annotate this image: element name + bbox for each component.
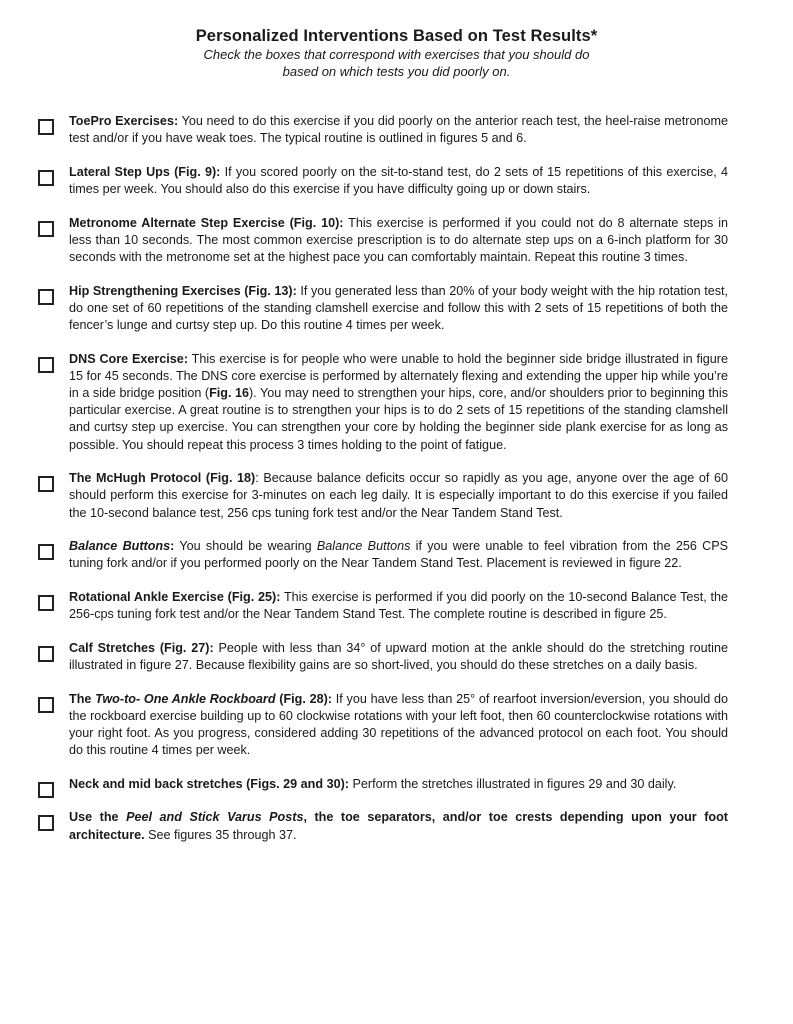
checkbox-hip-strengthening[interactable] — [38, 289, 54, 305]
intervention-balance-buttons — [38, 538, 728, 572]
page-title: Personalized Interventions Based on Test Results* — [195, 27, 598, 45]
checkbox-neck-mid-back-stretches[interactable] — [38, 782, 54, 798]
checkbox-ankle-rockboard[interactable] — [38, 697, 54, 713]
intervention-toepro — [38, 113, 728, 147]
checkbox-balance-buttons[interactable] — [38, 544, 54, 560]
page-header — [0, 26, 793, 80]
item-heading: ToePro Exercises: — [69, 114, 179, 128]
item-text: This exercise is for people who were unable to hold the beginner side bridge illustrated in figure 15 for 45 seconds. The DNS core exercise is performed by alternately flexing and extending the upper hip while you’re in a side bridge position ( — [69, 351, 729, 400]
item-heading: The McHugh Protocol (Fig. 18) — [69, 471, 256, 486]
item-text: This exercise is performed if you did poorly on the 10-second Balance Test, the 256-cps tuning fork test and/or the Near Tandem Stand Test. The complete routine is described in figure 25. — [69, 590, 729, 622]
item-heading: Neck and mid back stretches (Figs. 29 and 30): — [69, 776, 349, 791]
intervention-dns-core — [38, 351, 728, 454]
intervention-calf-stretches — [38, 640, 728, 674]
intervention-lateral-step-ups — [38, 164, 728, 198]
item-heading-italic: Peel and Stick Varus Posts — [126, 810, 304, 825]
item-text: : Because balance deficits occur so rapidly as you age, anyone over the age of 60 should perform this exercise for 3-minutes on each leg daily. It is especially important to do this exercise if you failed the 10-second balance test, 256 cps tuning fork test and/or the Near Tandem Stand Test. — [69, 471, 728, 520]
item-heading: Balance Buttons — [69, 539, 171, 554]
item-text: If you scored poorly on the sit-to-stand test, do 2 sets of 15 repetitions of this exercise, 4 times per week. You should also do this exercise if you have difficulty going up or down stairs. — [69, 164, 728, 196]
checkbox-dns-core[interactable] — [38, 357, 54, 373]
item-heading: Hip Strengthening Exercises (Fig. 13): — [69, 283, 297, 298]
intervention-metronome-alternate-step — [38, 215, 728, 267]
checkbox-lateral-step-ups[interactable] — [38, 170, 54, 186]
intervention-hip-strengthening — [38, 283, 728, 335]
item-text: This exercise is performed if you could not do 8 alternate steps in less than 10 seconds. The most common exercise prescription is to do alternate step ups on a 6-inch platform for 30 seconds with the metronome set at the highest pace you can comfortably maintain. Repeat this routine 3 times. — [69, 215, 729, 264]
intervention-neck-mid-back-stretches — [38, 776, 728, 793]
item-text: ). You may need to strengthen your hips, core, and/or shoulders prior to beginning this particular exercise. A great routine is to strengthen your hips is to do 2 sets of 15 repetitions of the standing clamshell and curtsy step up exercise. You can strengthen your core by holding the beginner side plank exercise for as long as possible. You should repeat this process 3 times holding to the point of fatigue. — [69, 386, 729, 452]
checkbox-rotational-ankle[interactable] — [38, 595, 54, 611]
checkbox-mchugh-protocol[interactable] — [38, 476, 54, 492]
intervention-mchugh-protocol — [38, 470, 728, 522]
checkbox-calf-stretches[interactable] — [38, 646, 54, 662]
intervention-varus-posts — [38, 809, 728, 843]
subtitle-line-1: Check the boxes that correspond with exercises that you should do — [203, 47, 590, 62]
intervention-rotational-ankle — [38, 589, 728, 623]
intervention-list — [38, 113, 728, 857]
intervention-ankle-rockboard — [38, 691, 728, 760]
item-heading: Metronome Alternate Step Exercise (Fig. 10): — [69, 215, 344, 230]
item-heading: DNS Core Exercise: — [69, 351, 189, 366]
item-heading: (Fig. 28): — [275, 691, 333, 706]
item-text: People with less than 34° of upward motion at the ankle should do the stretching routine illustrated in figure 27. Because flexibility gains are so short-lived, you should do these stretches on a daily basis. — [69, 640, 728, 672]
item-text: See figures 35 through 37. — [144, 827, 297, 842]
item-italic-text: Balance Buttons — [316, 539, 411, 554]
item-heading: Lateral Step Ups (Fig. 9): — [69, 164, 221, 179]
subtitle-line-2: based on which tests you did poorly on. — [282, 64, 511, 79]
checkbox-toepro[interactable] — [38, 119, 54, 135]
item-heading-italic: Two-to- One Ankle Rockboard — [95, 691, 276, 706]
item-heading: Use the — [69, 810, 127, 825]
item-fig-ref: Fig. 16 — [209, 386, 249, 400]
item-heading: Rotational Ankle Exercise (Fig. 25): — [69, 590, 281, 604]
item-text: If you generated less than 20% of your body weight with the hip rotation test, do one set of 60 repetitions of the standing clamshell exercise and follow this with 2 sets of 15 repetitions of both the fencer’s lunge and curtsy step up. Do this routine 4 times per week. — [69, 283, 728, 332]
checkbox-metronome-alternate-step[interactable] — [38, 221, 54, 237]
page-subtitle — [0, 46, 793, 80]
item-heading-colon: : — [170, 539, 175, 554]
item-text: Perform the stretches illustrated in figures 29 and 30 daily. — [348, 776, 677, 791]
checkbox-varus-posts[interactable] — [38, 815, 54, 831]
item-text: If you have less than 25° of rearfoot inversion/eversion, you should do the rockboard exercise building up to 60 clockwise rotations with your left foot, then 60 counterclockwise rotations with your right foot. As you progress, considered adding 30 repetitions of the advanced protocol on each foot. You should do this routine 4 times per week. — [69, 691, 728, 758]
item-heading: The — [69, 691, 96, 706]
item-heading: , the toe separators, and/or toe crests depending upon your foot architecture. — [69, 810, 728, 842]
item-text: You should be wearing — [174, 539, 317, 554]
item-text: You need to do this exercise if you did poorly on the anterior reach test, the heel-raise metronome test and/or if you have weak toes. The typical routine is outlined in figures 5 and 6. — [69, 114, 728, 146]
item-text: if you were unable to feel vibration from the 256 CPS tuning fork and/or if you performed poorly on the Near Tandem Stand Test. Placement is reviewed in figure 22. — [69, 539, 728, 571]
item-heading: Calf Stretches (Fig. 27): — [69, 640, 214, 655]
